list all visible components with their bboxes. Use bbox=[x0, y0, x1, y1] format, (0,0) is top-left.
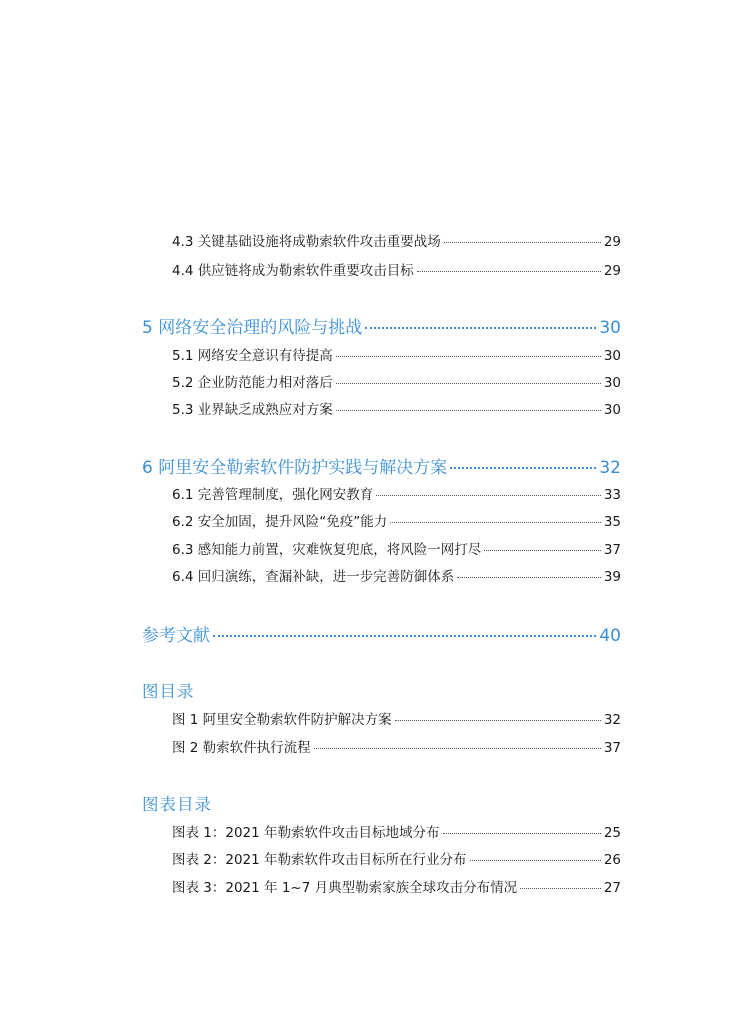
toc-entry-page: 35 bbox=[603, 514, 621, 530]
figure-entry-page: 32 bbox=[603, 712, 621, 728]
toc-chapter-5[interactable] bbox=[142, 313, 621, 338]
toc-entry-label: 6.2 安全加固，提升风险“免疫”能力 bbox=[172, 514, 388, 530]
dot-leader bbox=[336, 356, 601, 357]
toc-chapter-page: 32 bbox=[599, 458, 621, 478]
toc-chapter-title: 6 阿里安全勒索软件防护实践与解决方案 bbox=[142, 458, 448, 478]
dot-leader bbox=[395, 720, 601, 721]
toc-references[interactable] bbox=[142, 621, 621, 646]
dot-leader bbox=[314, 748, 601, 749]
table-entry-label: 图表 2：2021 年勒索软件攻击目标所在行业分布 bbox=[172, 852, 467, 868]
toc-entry-page: 33 bbox=[603, 487, 621, 503]
toc-chapter-6[interactable] bbox=[142, 453, 621, 478]
table-entry-3[interactable] bbox=[172, 876, 621, 896]
dot-leader bbox=[365, 327, 596, 329]
toc-entry-label: 4.4 供应链将成为勒索软件重要攻击目标 bbox=[172, 263, 414, 279]
table-entry-2[interactable] bbox=[172, 848, 621, 868]
toc-chapter-title: 参考文献 bbox=[142, 626, 210, 646]
toc-entry-label: 5.3 业界缺乏成熟应对方案 bbox=[172, 402, 333, 418]
toc-entry-6-3[interactable] bbox=[172, 538, 621, 558]
dot-leader bbox=[450, 467, 596, 469]
dot-leader bbox=[213, 635, 596, 637]
table-entry-1[interactable] bbox=[172, 821, 621, 841]
toc-entry-page: 29 bbox=[603, 234, 621, 250]
toc-entry-5-2[interactable] bbox=[172, 371, 621, 391]
figure-entry-label: 图 2 勒索软件执行流程 bbox=[172, 740, 311, 756]
figure-entry-1[interactable] bbox=[172, 708, 621, 728]
dot-leader bbox=[484, 550, 601, 551]
toc-entry-label: 5.1 网络安全意识有待提高 bbox=[172, 348, 333, 364]
toc-entry-label: 6.3 感知能力前置，灾难恢复兜底，将风险一网打尽 bbox=[172, 542, 482, 558]
toc-entry-label: 6.4 回归演练，查漏补缺，进一步完善防御体系 bbox=[172, 569, 455, 585]
toc-entry-page: 39 bbox=[603, 569, 621, 585]
toc-chapter-page: 40 bbox=[599, 626, 621, 646]
figure-list-heading: 图目录 bbox=[142, 682, 195, 701]
dot-leader bbox=[376, 495, 601, 496]
table-entry-label: 图表 1：2021 年勒索软件攻击目标地域分布 bbox=[172, 825, 440, 841]
figure-entry-label: 图 1 阿里安全勒索软件防护解决方案 bbox=[172, 712, 392, 728]
toc-entry-page: 37 bbox=[603, 542, 621, 558]
table-entry-page: 27 bbox=[603, 880, 621, 896]
toc-entry-6-1[interactable] bbox=[172, 483, 621, 503]
toc-entry-4-4[interactable] bbox=[172, 259, 621, 279]
toc-chapter-page: 30 bbox=[599, 318, 621, 338]
toc-entry-label: 6.1 完善管理制度，强化网安教育 bbox=[172, 487, 374, 503]
toc-entry-label: 4.3 关键基础设施将成勒索软件攻击重要战场 bbox=[172, 234, 441, 250]
dot-leader bbox=[443, 833, 601, 834]
dot-leader bbox=[520, 888, 601, 889]
toc-entry-page: 30 bbox=[603, 402, 621, 418]
toc-entry-6-2[interactable] bbox=[172, 510, 621, 530]
toc-entry-5-1[interactable] bbox=[172, 344, 621, 364]
toc-entry-6-4[interactable] bbox=[172, 565, 621, 585]
figure-entry-page: 37 bbox=[603, 740, 621, 756]
dot-leader bbox=[336, 383, 601, 384]
dot-leader bbox=[390, 522, 601, 523]
toc-chapter-title: 5 网络安全治理的风险与挑战 bbox=[142, 318, 363, 338]
toc-entry-4-3[interactable] bbox=[172, 230, 621, 250]
table-entry-label: 图表 3：2021 年 1~7 月典型勒索家族全球攻击分布情况 bbox=[172, 880, 518, 896]
figure-entry-2[interactable] bbox=[172, 736, 621, 756]
toc-entry-page: 30 bbox=[603, 375, 621, 391]
table-entry-page: 25 bbox=[603, 825, 621, 841]
dot-leader bbox=[470, 860, 601, 861]
dot-leader bbox=[336, 410, 601, 411]
toc-entry-label: 5.2 企业防范能力相对落后 bbox=[172, 375, 333, 391]
dot-leader bbox=[457, 577, 601, 578]
table-list-heading: 图表目录 bbox=[142, 795, 212, 814]
toc-entry-5-3[interactable] bbox=[172, 398, 621, 418]
dot-leader bbox=[444, 242, 601, 243]
table-entry-page: 26 bbox=[603, 852, 621, 868]
dot-leader bbox=[417, 271, 601, 272]
toc-entry-page: 30 bbox=[603, 348, 621, 364]
toc-entry-page: 29 bbox=[603, 263, 621, 279]
